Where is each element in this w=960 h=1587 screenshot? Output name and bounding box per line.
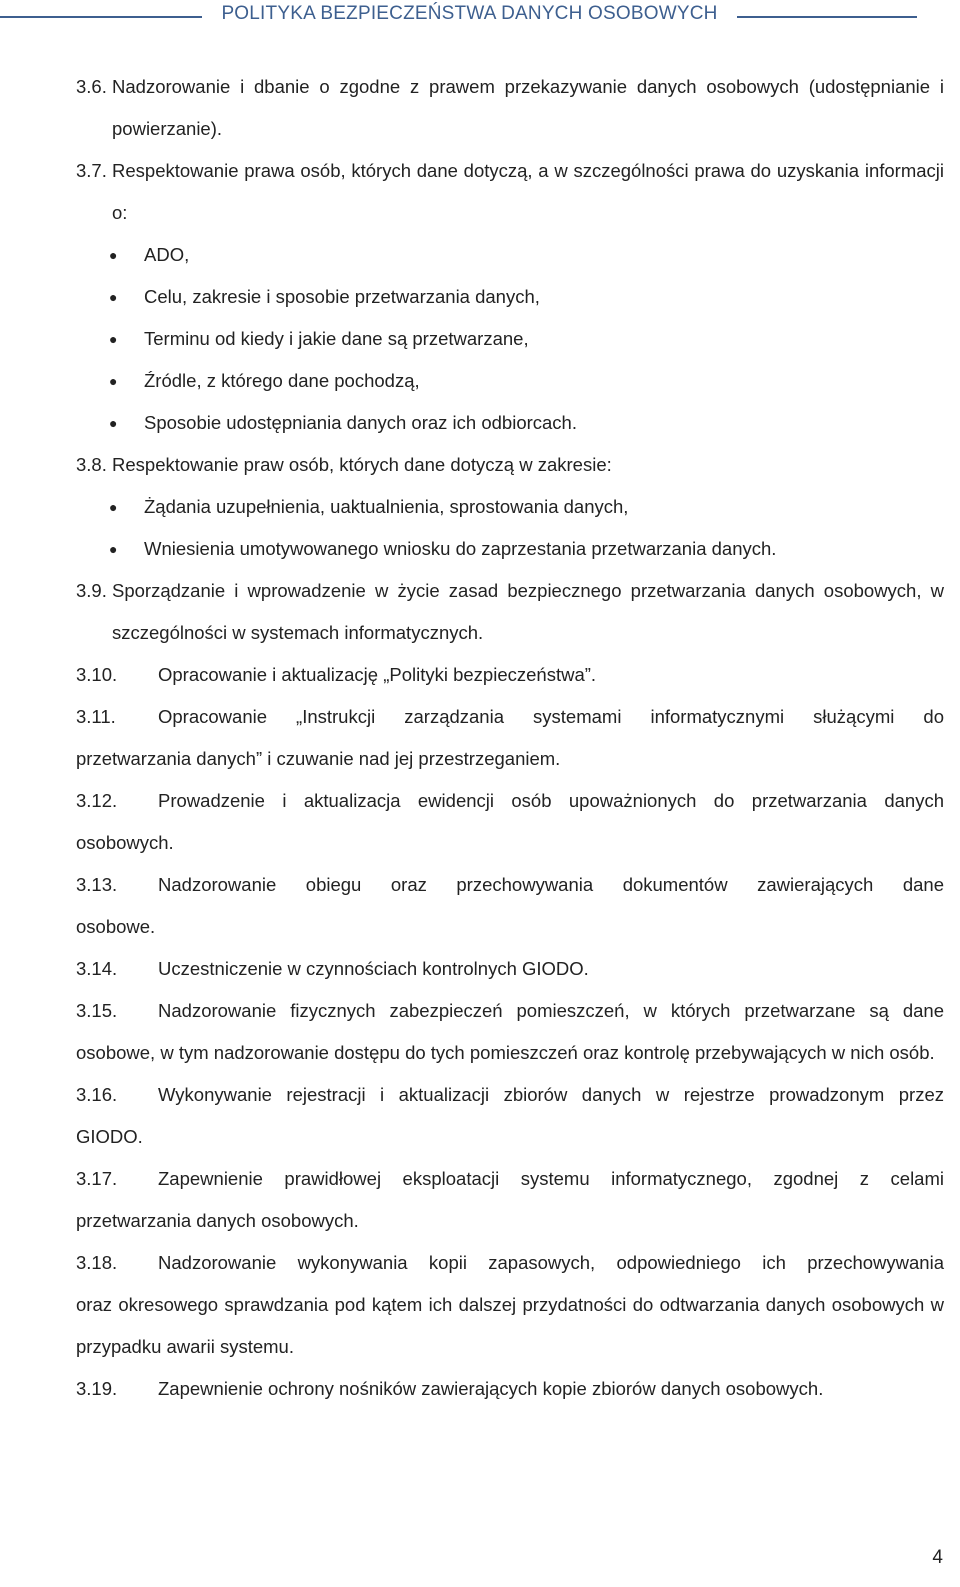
- list-item-3-15: [76, 990, 944, 1074]
- item-text: Nadzorowanie i dbanie o zgodne z prawem przekazywanie danych osobowych (udostępnianie i powierzanie).: [112, 76, 944, 139]
- item-text-continuation: przetwarzania danych” i czuwanie nad jej przestrzeganiem.: [76, 748, 561, 769]
- bullet-list-3-8: [76, 486, 944, 570]
- item-number: 3.9.: [76, 580, 107, 601]
- item-text-first-line: Nadzorowanie obiegu oraz przechowywania dokumentów zawierających dane: [158, 874, 944, 895]
- list-item-3-9: [76, 570, 944, 654]
- item-number: 3.17.: [76, 1168, 118, 1189]
- list-item-3-8: [76, 444, 944, 486]
- bullet-item: ● Żądania uzupełnienia, uaktualnienia, sprostowania danych,: [76, 486, 944, 528]
- item-number: 3.13.: [76, 874, 118, 895]
- list-item-3-18: [76, 1242, 944, 1368]
- header-rule-left: [0, 16, 202, 18]
- bullet-item: ● Źródle, z którego dane pochodzą,: [76, 360, 944, 402]
- page-number: 4: [932, 1547, 943, 1568]
- list-item-3-10: [76, 654, 944, 696]
- bullet-icon: ●: [109, 541, 118, 557]
- list-item-3-7: [76, 150, 944, 234]
- bullet-icon: ●: [109, 373, 118, 389]
- item-text: Respektowanie praw osób, których dane dotyczą w zakresie:: [112, 454, 612, 475]
- item-text: Opracowanie i aktualizację „Polityki bezpieczeństwa”.: [158, 664, 597, 685]
- item-text: Sporządzanie i wprowadzenie w życie zasad bezpiecznego przetwarzania danych osobowych, w szczególności w systemach informatycznych.: [112, 580, 944, 643]
- item-text-first-line: Wykonywanie rejestracji i aktualizacji zbiorów danych w rejestrze prowadzonym przez: [158, 1084, 944, 1105]
- item-number: 3.18.: [76, 1252, 118, 1273]
- bullet-icon: ●: [109, 247, 118, 263]
- bullet-item: ● Celu, zakresie i sposobie przetwarzania danych,: [76, 276, 944, 318]
- list-item-3-11: [76, 696, 944, 780]
- item-number: 3.16.: [76, 1084, 118, 1105]
- item-text-continuation: osobowych.: [76, 832, 174, 853]
- bullet-item: ● Sposobie udostępniania danych oraz ich odbiorcach.: [76, 402, 944, 444]
- item-number: 3.12.: [76, 790, 118, 811]
- item-text-continuation: osobowe, w tym nadzorowanie dostępu do tych pomieszczeń oraz kontrolę przebywających w nich osób.: [76, 1042, 935, 1063]
- list-item-3-13: [76, 864, 944, 948]
- item-text: Uczestniczenie w czynnościach kontrolnych GIODO.: [158, 958, 589, 979]
- item-text-first-line: Zapewnienie prawidłowej eksploatacji systemu informatycznego, zgodnej z celami: [158, 1168, 944, 1189]
- item-number: 3.6.: [76, 76, 107, 97]
- item-text-continuation: osobowe.: [76, 916, 156, 937]
- header-title: POLITYKA BEZPIECZEŃSTWA DANYCH OSOBOWYCH: [221, 3, 718, 24]
- list-item-3-6: [76, 66, 944, 150]
- item-number: 3.14.: [76, 958, 118, 979]
- bullet-icon: ●: [109, 499, 118, 515]
- item-text: Zapewnienie ochrony nośników zawierających kopie zbiorów danych osobowych.: [158, 1378, 824, 1399]
- list-item-3-14: [76, 948, 944, 990]
- bullet-item: ● Terminu od kiedy i jakie dane są przetwarzane,: [76, 318, 944, 360]
- bullet-icon: ●: [109, 331, 118, 347]
- bullet-item: ● Wniesienia umotywowanego wniosku do zaprzestania przetwarzania danych.: [76, 528, 944, 570]
- item-number: 3.15.: [76, 1000, 118, 1021]
- document-body: [76, 66, 944, 1410]
- bullet-list-3-7: [76, 234, 944, 444]
- list-item-3-12: [76, 780, 944, 864]
- bullet-icon: ●: [109, 415, 118, 431]
- list-item-3-16: [76, 1074, 944, 1158]
- item-text-first-line: Opracowanie „Instrukcji zarządzania systemami informatycznymi służącymi do: [158, 706, 944, 727]
- list-item-3-19: [76, 1368, 944, 1410]
- item-text-continuation: przetwarzania danych osobowych.: [76, 1210, 359, 1231]
- bullet-icon: ●: [109, 289, 118, 305]
- item-text-first-line: Prowadzenie i aktualizacja ewidencji osób upoważnionych do przetwarzania danych: [158, 790, 944, 811]
- item-text-first-line: Nadzorowanie fizycznych zabezpieczeń pomieszczeń, w których przetwarzane są dane: [158, 1000, 944, 1021]
- item-text-first-line: Nadzorowanie wykonywania kopii zapasowych, odpowiedniego ich przechowywania: [158, 1252, 944, 1273]
- item-number: 3.10.: [76, 664, 118, 685]
- item-text-continuation: oraz okresowego sprawdzania pod kątem ich dalszej przydatności do odtwarzania danych osobowych w przypadku awarii systemu.: [76, 1294, 944, 1357]
- item-number: 3.19.: [76, 1378, 118, 1399]
- page-header: [0, 0, 960, 28]
- list-item-3-17: [76, 1158, 944, 1242]
- item-number: 3.11.: [76, 706, 116, 727]
- item-number: 3.8.: [76, 454, 107, 475]
- item-text-continuation: GIODO.: [76, 1126, 143, 1147]
- bullet-item: ● ADO,: [76, 234, 944, 276]
- item-number: 3.7.: [76, 160, 107, 181]
- item-text: Respektowanie prawa osób, których dane dotyczą, a w szczególności prawa do uzyskania informacji o:: [112, 160, 944, 223]
- header-rule-right: [737, 16, 917, 18]
